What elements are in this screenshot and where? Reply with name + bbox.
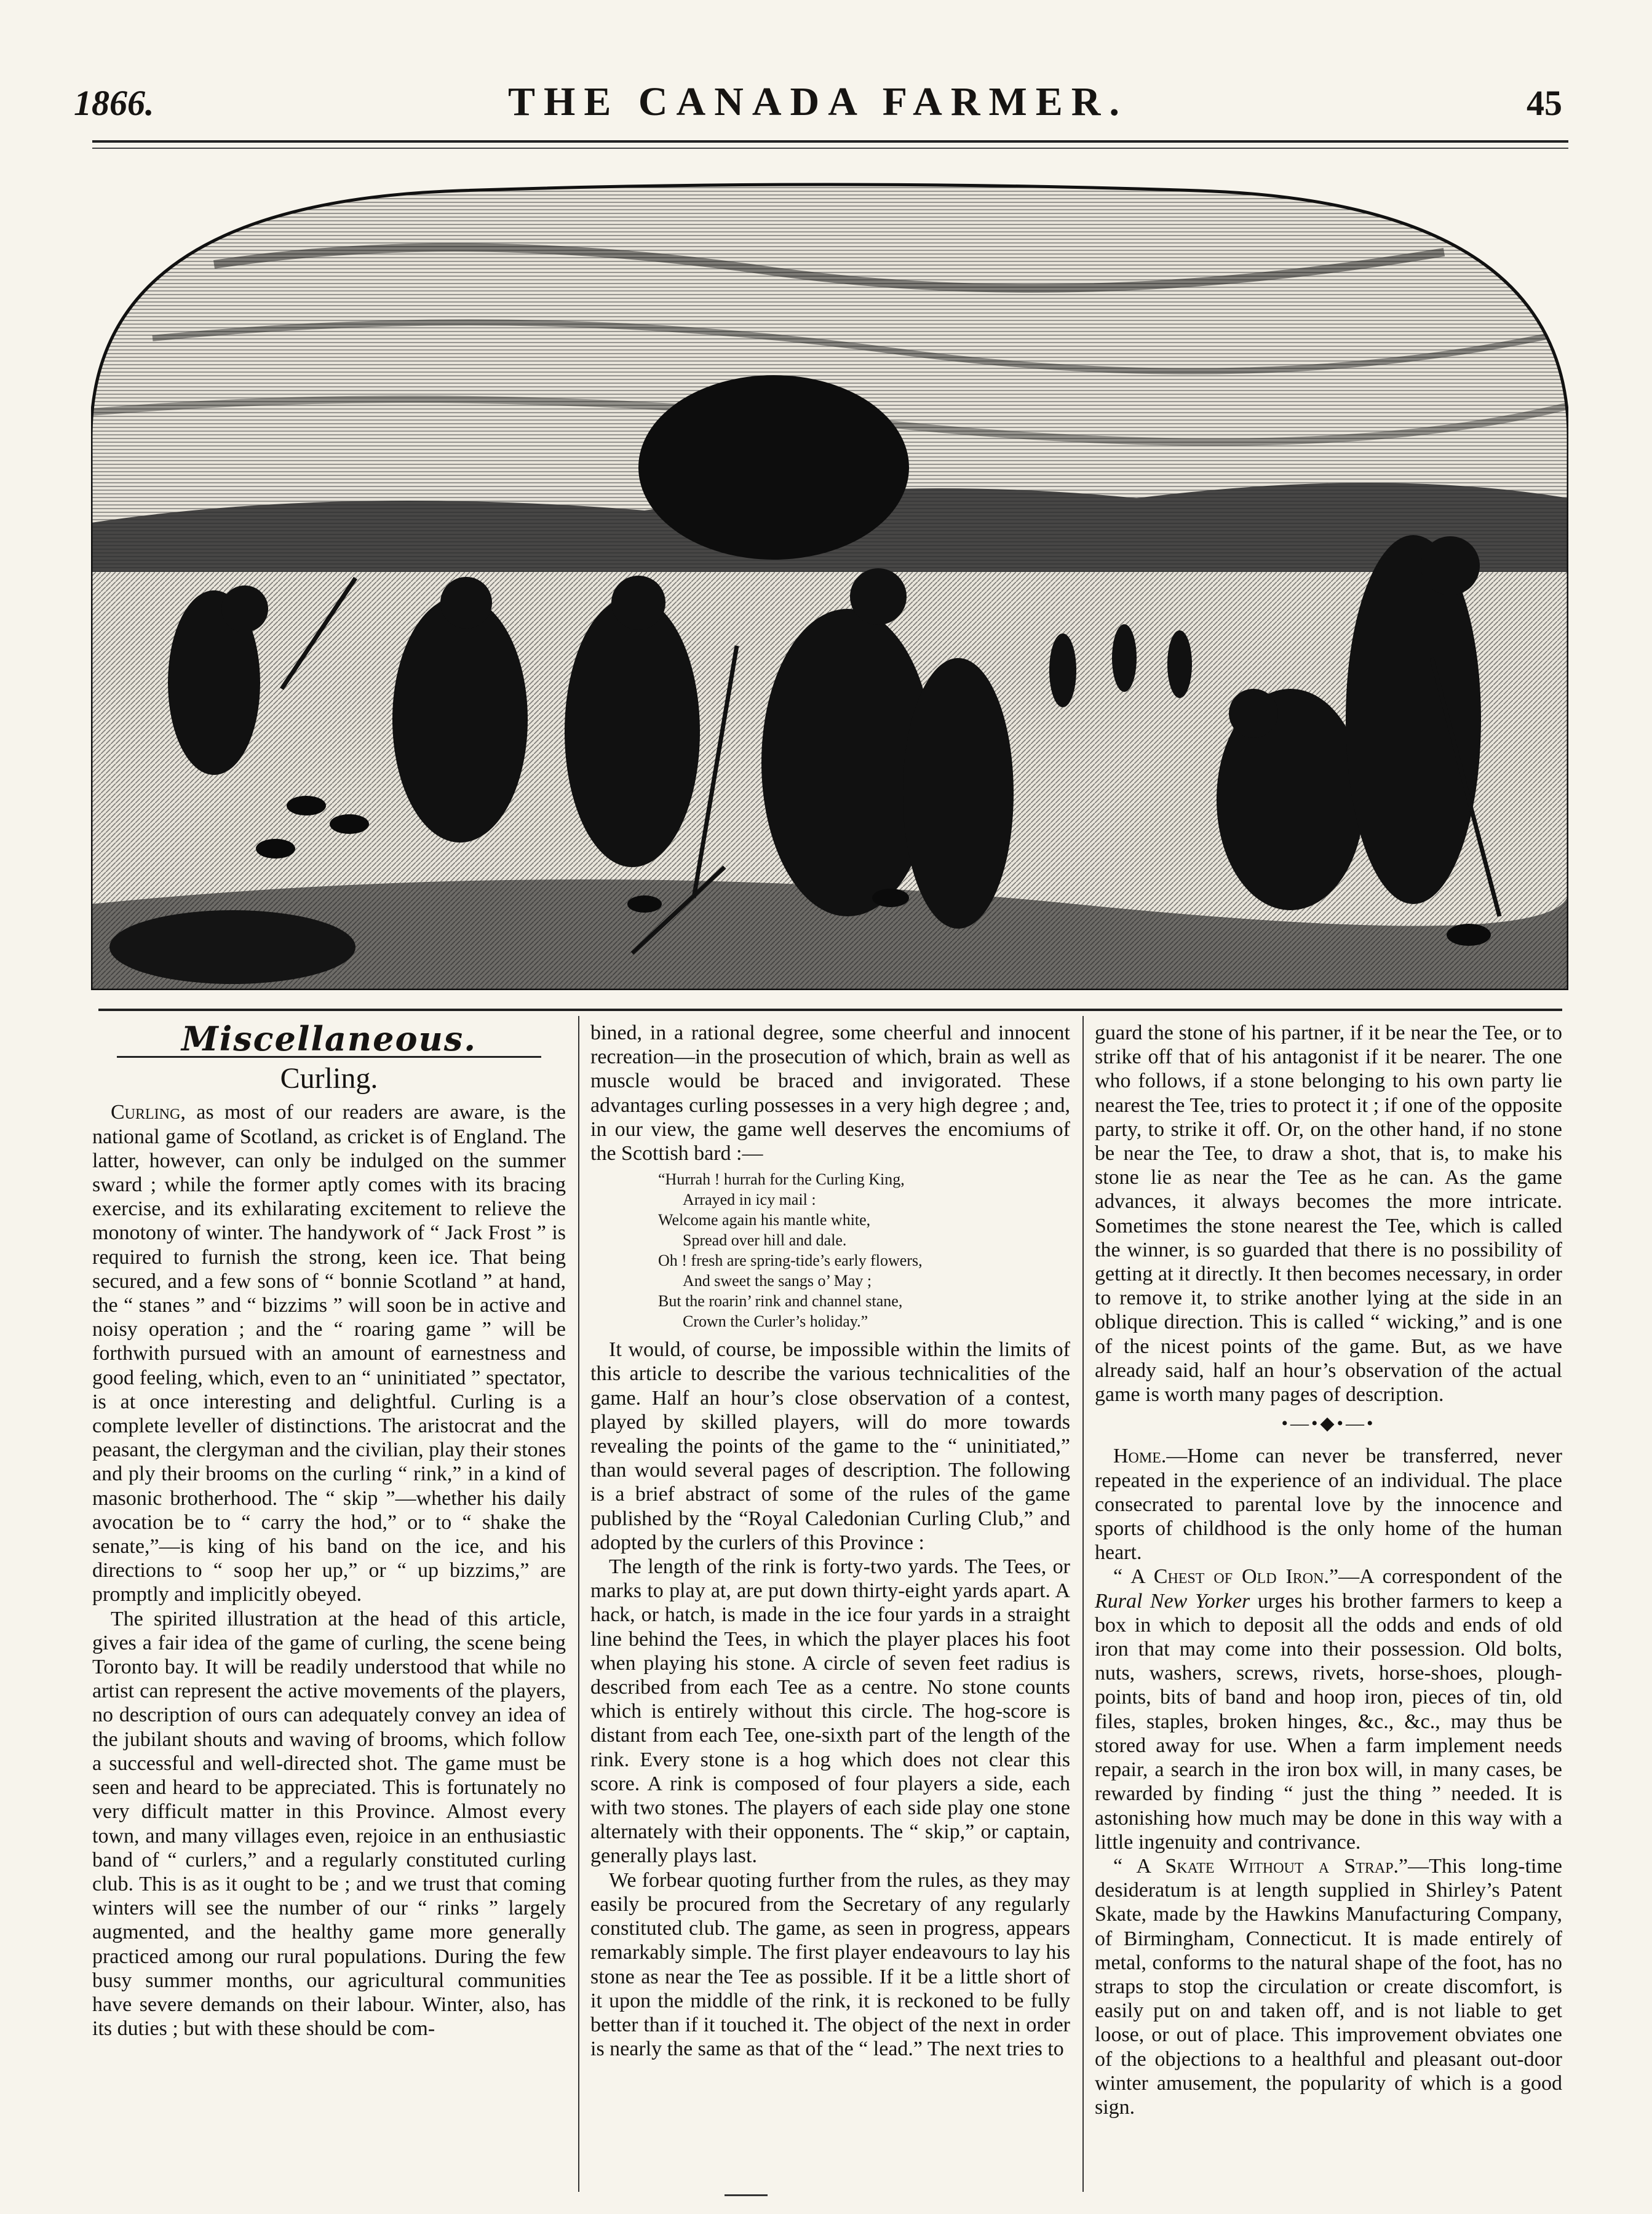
paragraph-lead: Home.	[1113, 1445, 1167, 1468]
verse-line: Crown the Curler’s holiday.”	[683, 1312, 868, 1331]
home-paragraph	[1095, 1444, 1562, 1565]
illustration-rule	[98, 1009, 1562, 1011]
verse-line: Welcome again his mantle white,	[658, 1211, 871, 1229]
masthead-rule-thin	[92, 148, 1568, 149]
paragraph-text: as most of our readers are aware, is the national game of Scotland, as cricket is of England. The latter, however, can only be indulged on the summer sward ; while the former aptly comes with its bracing exercise, and its exhilarating excitement to relieve the monotony of winter. The handywork of “ Jack Frost ” is required to furnish the strong, keen ice. That being secured, and a few sons of “ bonnie Scotland ” at hand, the “ stanes ” and “ bizzims ” will soon be in active and noisy operation ; and the “ roaring game ” will be forthwith pursued with an amount of earnestness and good feeling, which, even to an “ uninitiated ” spectator, is at once interesting and delightful. Curling is a complete leveller of distinctions. The aristocrat and the peasant, the clergyman and the civilian, play their stones and ply their brooms on the curling “ rink,” in a kind of masonic brotherhood. The “ skip ”—whether his daily avocation be to “ carry the hod,” or to “ shake the senate,”—is king of his band on the ice, and his directions to “ soop her up,” or “ up bizzims,” are promptly and implicitly obeyed.	[92, 1101, 566, 1606]
verse-line: But the roarin’ rink and channel stane,	[658, 1292, 903, 1311]
curling-illustration	[91, 178, 1568, 990]
paragraph-lead: “ A Skate Without a Strap.”	[1113, 1854, 1408, 1878]
verse-quotation	[658, 1169, 1070, 1331]
paragraph-text: —This long-time desideratum is at length supplied in Shirley’s Patent Skate, made by the Hawkins Manufacturing Company, of Birmingham, Connecticut. It is made entirely of metal, conforms to the natural shape of the foot, has no straps to stop the circulation or create discomfort, is easily put on and taken off, and is not liable to get loose, or out of place. This improvement obviates one of the objections to a healthful and pleasant out-door winter amusement, the popularity of which is a good sign.	[1095, 1854, 1562, 2119]
column-rule	[578, 1016, 579, 2192]
verse-line: Oh ! fresh are spring-tide’s early flowers,	[658, 1252, 923, 1270]
verse-line: Spread over hill and dale.	[683, 1231, 847, 1250]
page-number: 45	[1527, 83, 1562, 123]
article-paragraph: guard the stone of his partner, if it be near the Tee, or to strike off that of his antagonist if it be nearer. The one who follows, if a stone belonging to his own party lie nearest the Tee, tries to protect it ; if one of the opposite party, to strike it off. Or, on the other hand, if no stone be near the Tee, to draw a shot, that is, to make his stone lie as near the Tee as he can. As the game advances, it always becomes the more intricate. Sometimes the stone nearest the Tee, which is called the winner, is so guarded that there is no possibility of getting at it directly. It then becomes necessary, in order to remove it, to strike another lying at the side in an oblique direction. This is called “ wicking,” and is one of the nicest points of the game. But, as we have already said, half an hour’s observation of the actual game is worth many pages of description.	[1095, 1022, 1562, 1407]
footer-mark	[725, 2194, 768, 2196]
column-rule	[1082, 1016, 1084, 2192]
section-heading: Miscellaneous.	[181, 1019, 477, 1058]
masthead-rule	[92, 140, 1568, 143]
article-paragraph: It would, of course, be impossible within the limits of this article to describe the various technicalities of the game. Half an hour’s close observation of a contest, played by skilled players, will do more towards revealing the points of the game to the “ uninitiated,” than would several pages of description. The following is a brief abstract of some of the rules of the game published by the “Royal Caledonian Curling Club,” and adopted by the curlers of this Province :	[590, 1338, 1070, 1554]
column-3	[1095, 1021, 1562, 2119]
verse-line: Arrayed in icy mail :	[683, 1191, 816, 1209]
ornament-divider: •—•◆•—•	[1281, 1413, 1376, 1434]
paragraph-text: —Home can never be transferred, never repeated in the experience of an individual. The place consecrated to parental love by the innocence and sports of childhood is the only home of the human heart.	[1095, 1445, 1562, 1565]
paragraph-text: urges his brother farmers to keep a box in which to deposit all the odds and ends of old iron that may come into their possession. Old bolts, nuts, washers, screws, rivets, horse-shoes, plough-points, bits of band and hoop iron, pieces of tin, old files, staples, broken hinges, &c., &c., may thus be stored away for use. When a farm implement needs repair, a search in the iron box will, in many cases, be rewarded by finding “ just the thing ” needed. It is astonishing how much may be done in this way with a little ingenuity and contrivance.	[1095, 1589, 1563, 1854]
masthead	[74, 79, 1562, 128]
newspaper-title: THE CANADA FARMER.	[508, 79, 1128, 124]
curling-engraving-image	[91, 178, 1568, 990]
paragraph-lead: “ A Chest of Old Iron.”	[1113, 1565, 1339, 1589]
skate-paragraph	[1095, 1854, 1562, 2119]
paragraph-text: —A correspondent of the	[1338, 1565, 1562, 1589]
publication-name: Rural New Yorker	[1095, 1589, 1250, 1613]
article-paragraph: bined, in a rational degree, some cheerful and innocent recreation—in the prosecution of which, brain as well as muscle would be braced and invigorated. These advantages curling possesses in a very high degree ; and, in our view, the game well deserves the encomiums of the Scottish bard :—	[590, 1022, 1070, 1165]
chest-paragraph	[1095, 1565, 1562, 1854]
verse-line: “Hurrah ! hurrah for the Curling King,	[658, 1170, 905, 1189]
issue-year: 1866.	[74, 83, 154, 123]
column-1	[92, 1021, 566, 2041]
article-title: Curling.	[280, 1062, 378, 1095]
verse-line: And sweet the sangs o’ May ;	[683, 1272, 872, 1290]
article-paragraph: The spirited illustration at the head of this article, gives a fair idea of the game of curling, the scene being Toronto bay. It will be readily understood that while no artist can represent the active movements of the players, no description of ours can adequately convey an idea of the jubilant shouts and waving of brooms, which follow a successful and well-directed shot. The game must be seen and heard to be appreciated. This is fortunately no very difficult matter in this Province. Almost every town, and many villages even, rejoice in an enthusiastic band of “ curlers,” and a regularly constituted curling club. This is as it ought to be ; and we trust that coming winters will see the number of our “ rinks ” largely augmented, and the healthy game more generally practiced among our rural populations. During the few busy summer months, our agricultural communities have severe demands on their labour. Winter, also, has its duties ; but with these should be com-	[92, 1607, 566, 2041]
paragraph-lead: Curling,	[111, 1101, 186, 1124]
article-paragraph: The length of the rink is forty-two yards. The Tees, or marks to play at, are put down thirty-eight yards apart. A hack, or hatch, is made in the ice four yards in a straight line behind the Tees, in which the player places his foot when playing his stone. A circle of seven feet radius is described from each Tee as a centre. No stone counts which is entirely without this circle. The hog-score is distant from each Tee, one-sixth part of the length of the rink. Every stone is a hog which does not clear this score. A rink is composed of four players a side, each with two stones. The players of each side play one stone alternately with their opponents. The “ skip,” or captain, generally plays last.	[590, 1555, 1070, 1868]
article-paragraph: We forbear quoting further from the rules, as they may easily be procured from the Secretary of any regularly constituted club. The game, as seen in progress, appears remarkably simple. The first player endeavours to lay his stone as near the Tee as possible. If it be a little short of it upon the middle of the rink, it is reckoned to be fully better than if it touched it. The object of the next in order is nearly the same as that of the “ lead.” The next tries to	[590, 1868, 1070, 2061]
column-2	[590, 1021, 1070, 2061]
article-paragraph	[92, 1100, 566, 1606]
